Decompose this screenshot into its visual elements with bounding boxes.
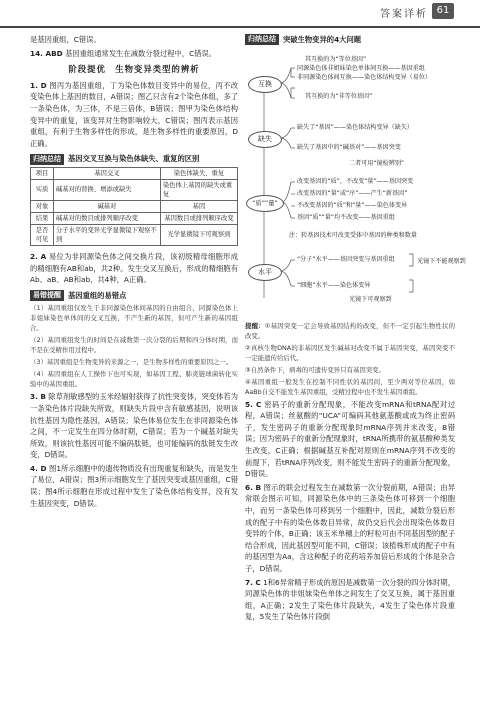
header-title: 答案详析 xyxy=(380,9,428,20)
note-item: （3）基因重组是生物变异的来源之一，是生物多样性的重要原因之一。 xyxy=(30,358,233,367)
warning-box-title xyxy=(30,290,238,302)
right-column xyxy=(245,34,466,625)
table-cell: 结果 xyxy=(31,212,54,224)
table-cell: 实质 xyxy=(31,179,54,200)
reminder-item: ④基因重组一般发生在控制不同性状的基因间，至少两对等位基因，如AaBb自交不能发生基因重组，受精过程中也不发生基因重组。 xyxy=(245,377,455,396)
diagram-label: 其互换的为“非等位基因” xyxy=(305,92,373,100)
node-quality-quantity: “质”“量” xyxy=(246,195,284,212)
answer-number: 3. B xyxy=(30,392,46,402)
reminder-item: ②真核生物DNA的非基因区发生碱基对改变不属于基因突变，基因突变不一定能遗传给后代。 xyxy=(245,343,455,362)
comparison-table xyxy=(30,167,238,246)
diagram-label: 缺失了“基因”——染色体结构变异（缺失） xyxy=(297,123,414,131)
answer-2 xyxy=(30,251,238,286)
diagram-note: 注：转基因技术可改变受体中基因的种类和数量 xyxy=(289,231,417,239)
warning-notes xyxy=(30,303,238,389)
table-row xyxy=(31,200,238,212)
diagram-label: “分子”水平——基因突变与基因重组 xyxy=(297,255,395,263)
reminder-item xyxy=(245,321,455,341)
table-cell: 碱基对 xyxy=(54,200,161,212)
table-cell: 分子水平的变异光学显微镜下观察不到 xyxy=(54,224,161,245)
answer-7 xyxy=(245,577,455,623)
summary-heading: 基因交叉互换与染色体缺失、重复的区别 xyxy=(68,154,200,164)
diagram-label: 非同源染色体间互换——染色体结构变异（易位） xyxy=(297,73,432,81)
answer-number: 2. A xyxy=(30,251,47,261)
table-cell: 碱基对的替换、增添或缺失 xyxy=(54,179,161,200)
diagram-label: 不改变基因的“质”和“量”——染色体变异 xyxy=(297,201,408,209)
answer-5 xyxy=(245,399,455,480)
node-interchange: 互换 xyxy=(248,76,282,93)
diagram-label: 缺失了基因中的“碱基对”——基因突变 xyxy=(297,143,401,151)
answer-text: 1和6异常精子形成的原因是减数第一次分裂的四分体时期，同源染色体的非姐妹染色单体之间发生了交叉互换，属于基因重组，A正确；2发生了染色体片段缺失，4发生了染色体片段重复，5发生了染色体片段倒 xyxy=(245,577,455,622)
answer-14 xyxy=(30,48,238,60)
answer-text: 基因重组通常发生在减数分裂过程中，C错误。 xyxy=(65,48,217,58)
variation-mind-map xyxy=(245,48,466,321)
note-item: （4）基因重组在人工操作下也可实现，如基因工程、肺炎链球菌转化实验中的基因重组。 xyxy=(30,370,238,389)
answer-number: 14. ABD xyxy=(30,48,63,58)
table-cell: 碱基对的数目或排列顺序改变 xyxy=(54,212,161,224)
answer-text: 图1所示细胞中的遗传物质没有出现重复和缺失，而是发生了易位，A错误；图3所示细胞发生了基因突变或基因重组，C错误；图4所示细胞在形成过程中发生了染色体结构变异，没有发生基因突变，D错误。 xyxy=(30,463,238,508)
answer-number: 4. D xyxy=(30,463,47,473)
answer-text: 密码子的重新分配现象，不能改变mRNA和tRNA配对过程，A错误；丝氨酸的“UCA”可编码其他氨基酸或成为终止密码子，发生密码子的重新分配现象时mRNA序列并未改变，B错误；因为密码子的重新分配现象时，tRNA所携带的氨基酸种类发生改变，C正确；根据碱基互补配对原则在mRNA序列不改变的前提下，若tRNA序列改变，则不能发生密码子的重新分配现象，D错误。 xyxy=(245,399,456,479)
answer-6 xyxy=(245,482,455,575)
page-number: 61 xyxy=(432,3,454,19)
table-row xyxy=(31,224,238,245)
table-cell: 项目 xyxy=(31,167,54,179)
answer-text: 图示的联会过程发生在减数第一次分裂前期，A错误；由异常联会图示可知，同源染色体中的三条染色体可移到一个细胞中，而另一条染色体可移到另一个细胞中，因此，减数分裂后形成的配子中有的染色体数目异常，故仍交后代会出现染色体数目变异的个体，B正确；该玉米单穗上的籽粒可由不同基因型的配子结合形成，因此基因型可能不同，C错误；该植株形成的配子中有的基因型为Aa，含这种配子的花药培养加倍后形成的个体是杂合子，D错误。 xyxy=(245,482,455,573)
answer-text: 图丙为基因重组，丁为染色体数目变异中的易位，丙不改变染色体上基因的数目，A错误；图乙只含有2个染色体组，多了一条染色体，为三体，不是三倍体，B错误；图甲为染色体结构变异中的重复，该变异对生物影响较大，C错误；图丙表示基因重组，有利于生物多样性的形成，是生物多样性的重要原因，D正确。 xyxy=(30,80,239,148)
answer-4 xyxy=(30,463,238,509)
reminder-block xyxy=(245,321,455,397)
reminder-label: 提醒： xyxy=(245,321,265,330)
node-level: 水平 xyxy=(248,264,282,281)
diagram-label: 其互换的为“等位基因” xyxy=(305,55,367,63)
diagram-label: 改变基因的“质”，不改变“量”——基因突变 xyxy=(297,177,414,185)
summary-tag: 归纳总结 xyxy=(30,154,64,165)
reminder-text: ①基因突变一定会导致基因结构的改变，但不一定引起生物性状的改变。 xyxy=(245,321,456,340)
paragraph: 是基因重组，C错误。 xyxy=(30,35,101,44)
table-row xyxy=(31,179,238,200)
left-column xyxy=(30,34,238,511)
reminder-item: ③自然条件下，病毒的可遗传变异只有基因突变。 xyxy=(245,365,385,374)
answer-number: 1. D xyxy=(30,80,47,90)
summary-box-title xyxy=(30,153,238,165)
table-header-row xyxy=(31,167,238,179)
summary-tag: 归纳总结 xyxy=(245,34,279,45)
answer-text: 除草剂敏感型的玉米经辐射获得了抗性突变体，突变体若为一条染色体片段缺失所致，则缺失片段中含有敏感基因，说明该抗性基因为隐性基因，A错误；染色体易位发生在非同源染色体之间，不一定发生在四分体时期，C错误；若为一个碱基对缺失所致，则该抗性基因可能不编码肽链，也可能编码的肽链发生改变，D错误。 xyxy=(30,392,238,460)
answer-number: 6. B xyxy=(245,482,262,492)
answer-text: 易位为非同源染色体之间交换片段，该初级精母细胞形成的精细胞有AB和ab，共2种。发生交叉互换后，形成的精细胞有Ab、aB、AB和ab，共4种，A正确。 xyxy=(30,251,239,285)
answer-number: 7. C xyxy=(245,577,261,587)
diagram-label: 基因“质”“量”均不改变——基因重组 xyxy=(297,213,395,221)
table-cell: 是否可见 xyxy=(31,224,54,245)
warning-heading: 基因重组的易错点 xyxy=(68,290,127,300)
note-item: （1）基因重组仅发生于非同源染色体间基因的自由组合、同源染色体上非姐妹染色单体间的交叉互换，不产生新的基因，但可产生新的基因组合。 xyxy=(30,304,238,333)
table-cell: 染色体上基因的缺失或重复 xyxy=(160,179,237,200)
table-row xyxy=(31,212,238,224)
table-cell: 基因 xyxy=(160,200,237,212)
diagram-label: “细胞”水平——染色体变异 xyxy=(297,281,371,289)
diagram-label: 光镜下不能观察到 xyxy=(417,257,466,265)
diagram-label: 二者可用“镜检辨别” xyxy=(349,159,405,167)
table-cell: 对象 xyxy=(31,200,54,212)
node-deletion: 缺失 xyxy=(248,131,282,148)
answer-number: 5. C xyxy=(245,399,262,409)
table-cell: 基因数目或排列顺序改变 xyxy=(160,212,237,224)
answer-3 xyxy=(30,391,238,461)
page-header xyxy=(0,0,480,28)
table-cell: 染色体缺失、重复 xyxy=(160,167,237,179)
summary-heading: 突破生物变异的4大问题 xyxy=(283,35,362,44)
diagram-label: 改变基因的“量”或“序”——产生“新基因” xyxy=(297,189,408,197)
section-title: 阶段提优 生物变异类型的辨析 xyxy=(68,64,200,75)
warning-tag: 易错提醒 xyxy=(30,290,64,301)
note-item: （2）基因重组发生的时间是在减数第一次分裂的后期和四分体时期，而不是在受精作用过程中。 xyxy=(30,336,238,355)
table-cell: 光学显微镜下可观察到 xyxy=(160,224,237,245)
summary-box-title xyxy=(245,34,455,46)
diagram-label: 光镜下可观察到 xyxy=(349,295,392,303)
table-cell: 基因交叉 xyxy=(54,167,161,179)
diagram-label: 同源染色体非姐妹染色单体间互换——基因重组 xyxy=(297,64,425,72)
answer-1 xyxy=(30,80,238,150)
